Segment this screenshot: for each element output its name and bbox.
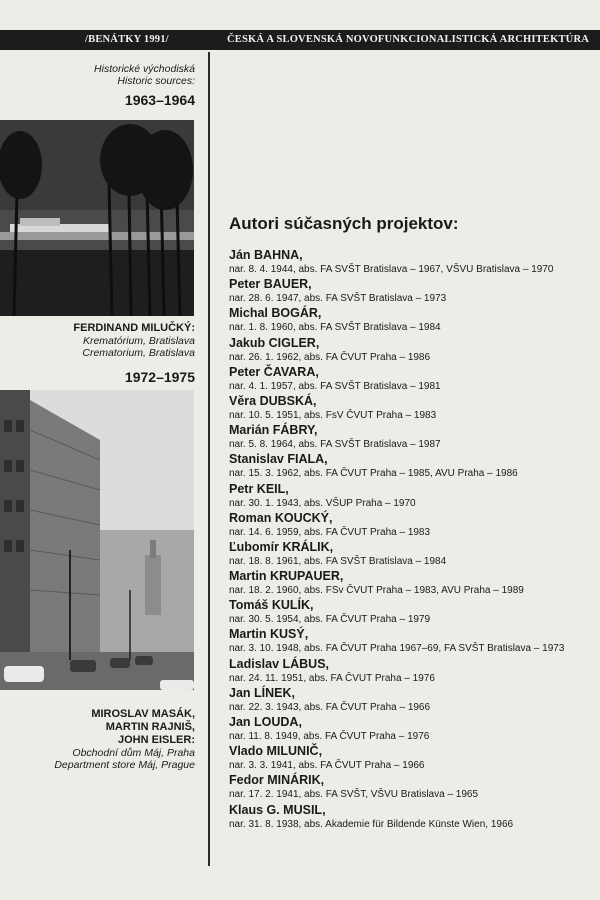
author-name: Peter BAUER,: [229, 277, 312, 292]
running-header: [0, 30, 600, 50]
architect-masak: MIROSLAV MASÁK,: [91, 708, 195, 720]
author-name: Michal BOGÁR,: [229, 306, 322, 321]
author-entry: [229, 482, 599, 510]
author-details: nar. 28. 6. 1947, abs. FA SVŠT Bratislava – 1973: [229, 293, 447, 305]
author-name: Roman KOUCKÝ,: [229, 510, 333, 525]
author-name: Ján BAHNA,: [229, 248, 303, 262]
author-details: nar. 8. 4. 1944, abs. FA SVŠT Bratislava – 1967, VŠVU Bratislava – 1970: [229, 264, 554, 275]
architect-rajnis: MARTIN RAJNIŠ,: [105, 721, 195, 733]
crematorium-photo: [0, 120, 194, 316]
author-entry: [229, 306, 599, 334]
author-name: Jan LOUDA,: [229, 715, 302, 729]
author-name: Jan LÍNEK,: [229, 685, 295, 700]
author-entry: [229, 511, 599, 539]
author-name: Fedor MINÁRIK,: [229, 773, 325, 788]
author-name: Jakub CIGLER,: [229, 335, 320, 350]
authors-list: [229, 248, 599, 831]
author-name: Petr KEIL,: [229, 481, 289, 496]
building1-en: Crematorium, Bratislava: [82, 347, 195, 359]
author-entry: [229, 744, 599, 772]
author-entry: [229, 657, 599, 685]
author-details: nar. 30. 1. 1943, abs. VŠUP Praha – 1970: [229, 497, 416, 509]
author-name: Stanislav FIALA,: [229, 452, 328, 467]
author-name: Ľubomír KRÁLIK,: [229, 539, 334, 554]
author-entry: [229, 773, 599, 801]
crematorium-caption: [0, 322, 205, 385]
author-details: nar. 18. 2. 1960, abs. FSv ČVUT Praha – 1983, AVU Praha – 1989: [229, 585, 524, 597]
author-name: Ladislav LÁBUS,: [229, 656, 330, 671]
historic-sources-caption: [0, 63, 205, 108]
author-details: nar. 24. 11. 1951, abs. FA ČVUT Praha – 1976: [229, 672, 435, 684]
author-entry: [229, 627, 599, 655]
author-details: nar. 3. 10. 1948, abs. FA ČVUT Praha 1967–69, FA SVŠT Bratislava – 1973: [229, 643, 565, 655]
author-details: nar. 30. 5. 1954, abs. FA ČVUT Praha – 1979: [229, 614, 431, 626]
header-title: ČESKÁ A SLOVENSKÁ NOVOFUNKCIONALISTICKÁ ARCHITEKTÚRA: [227, 34, 590, 45]
author-entry: [229, 540, 599, 568]
author-entry: [229, 365, 599, 393]
author-name: Věra DUBSKÁ,: [229, 393, 317, 408]
department-store-photo: [0, 390, 194, 690]
author-entry: [229, 248, 599, 276]
author-entry: [229, 423, 599, 451]
author-entry: [229, 277, 599, 305]
author-entry: [229, 715, 599, 743]
author-details: nar. 1. 8. 1960, abs. FA SVŠT Bratislava – 1984: [229, 322, 441, 334]
author-entry: [229, 686, 599, 714]
section-heading: Autori súčasných projektov:: [229, 214, 459, 233]
author-entry: [229, 803, 599, 831]
architect-eisler: JOHN EISLER:: [117, 734, 195, 746]
author-name: Tomáš KULÍK,: [229, 598, 314, 613]
author-details: nar. 31. 8. 1938, abs. Akademie für Bildende Künste Wien, 1966: [229, 818, 514, 830]
author-details: nar. 17. 2. 1941, abs. FA SVŠT, VŠVU Bratislava – 1965: [229, 789, 479, 801]
header-location: /BENÁTKY 1991/: [85, 34, 169, 45]
author-details: nar. 11. 8. 1949, abs. FA ČVUT Praha – 1976: [229, 731, 430, 742]
author-details: nar. 26. 1. 1962, abs. FA ČVUT Praha – 1986: [229, 351, 431, 363]
author-name: Vlado MILUNIČ,: [229, 744, 323, 759]
author-name: Martin KUSÝ,: [229, 627, 309, 642]
author-entry: [229, 394, 599, 422]
author-entry: [229, 569, 599, 597]
author-entry: [229, 452, 599, 480]
author-details: nar. 5. 8. 1964, abs. FA SVŠT Bratislava – 1987: [229, 439, 441, 451]
author-details: nar. 14. 6. 1959, abs. FA ČVUT Praha – 1983: [229, 526, 431, 538]
author-details: nar. 18. 8. 1961, abs. FA SVŠT Bratislava – 1984: [229, 555, 447, 567]
author-entry: [229, 336, 599, 364]
architect-milucky: FERDINAND MILUČKÝ:: [73, 322, 195, 334]
author-details: nar. 15. 3. 1962, abs. FA ČVUT Praha – 1985, AVU Praha – 1986: [229, 468, 518, 480]
author-entry: [229, 598, 599, 626]
building2-en: Department store Máj, Prague: [54, 759, 195, 771]
author-details: nar. 3. 3. 1941, abs. FA ČVUT Praha – 1966: [229, 760, 425, 772]
year-range-1: 1963–1964: [124, 92, 195, 108]
historic-label-en: Historic sources:: [117, 75, 195, 87]
year-range-2: 1972–1975: [124, 369, 195, 385]
author-details: nar. 22. 3. 1943, abs. FA ČVUT Praha – 1966: [229, 701, 431, 713]
building1-cz: Krematórium, Bratislava: [82, 335, 195, 347]
author-details: nar. 4. 1. 1957, abs. FA SVŠT Bratislava – 1981: [229, 380, 441, 392]
department-store-caption: [0, 708, 205, 771]
author-name: Peter ČAVARA,: [229, 364, 319, 379]
building2-cz: Obchodní dům Máj, Praha: [72, 747, 195, 759]
author-name: Marián FÁBRY,: [229, 423, 318, 438]
historic-label-cz: Historické východiská: [94, 63, 195, 75]
author-details: nar. 10. 5. 1951, abs. FsV ČVUT Praha – 1983: [229, 409, 437, 421]
column-divider: [208, 52, 210, 866]
author-name: Klaus G. MUSIL,: [229, 802, 326, 817]
author-name: Martin KRUPAUER,: [229, 569, 344, 584]
